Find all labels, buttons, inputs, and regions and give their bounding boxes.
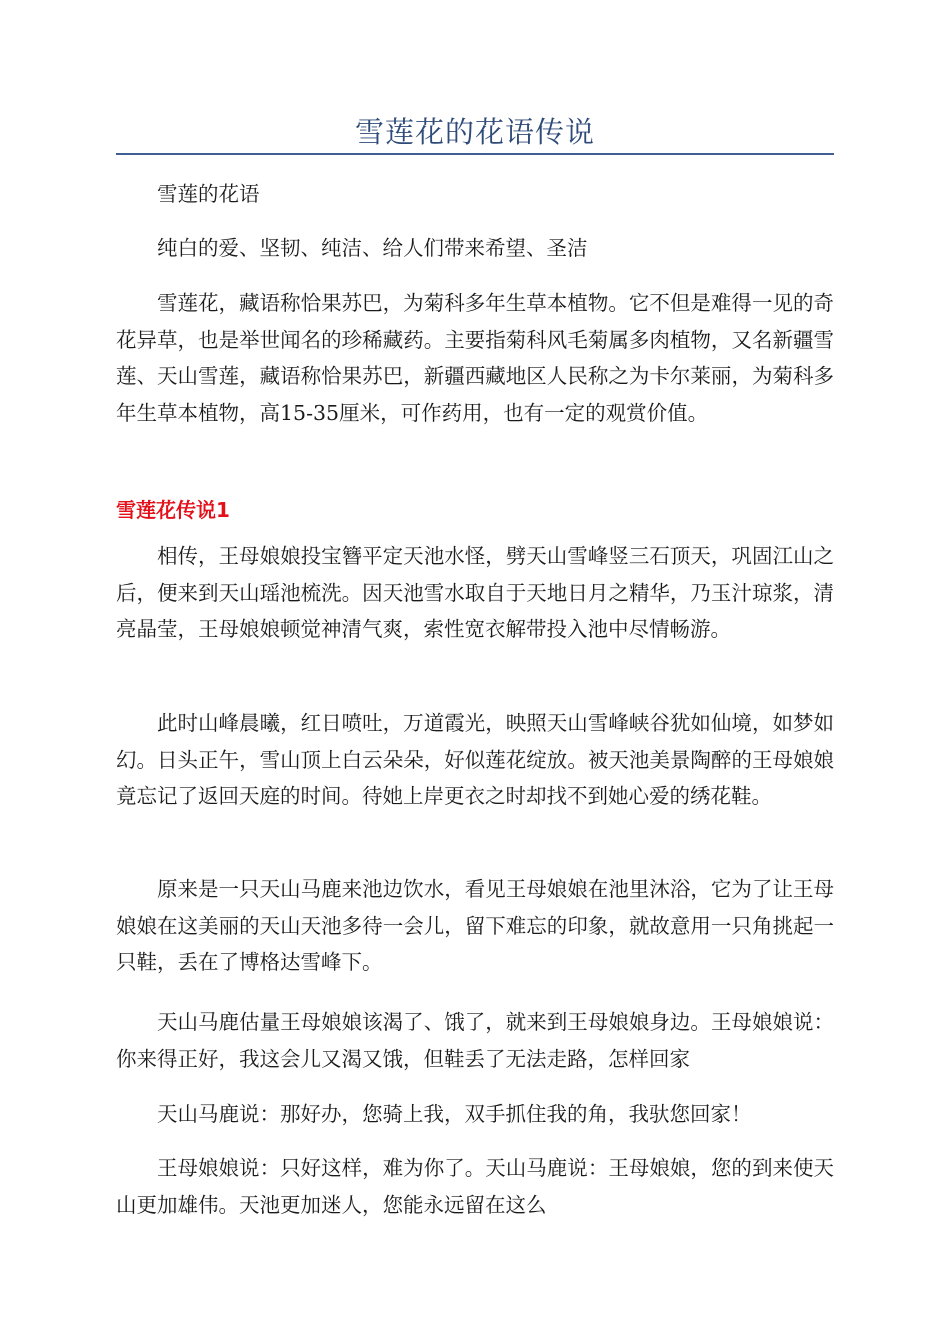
story-paragraph-6: 王母娘娘说：只好这样，难为你了。天山马鹿说：王母娘娘，您的到来使天山更加雄伟。天池更加迷人，您能永远留在这么 — [116, 1156, 834, 1217]
story-paragraph-4: 天山马鹿估量王母娘娘该渴了、饿了，就来到王母娘娘身边。王母娘娘说：你来得正好，我这会儿又渴又饿，但鞋丢了无法走路，怎样回家 — [116, 1010, 834, 1071]
page-title: 雪莲花的花语传说 — [354, 115, 595, 149]
intro-paragraph: 雪莲花，藏语称恰果苏巴，为菊科多年生草本植物。它不但是难得一见的奇花异草，也是举世闻名的珍稀藏药。主要指菊科风毛菊属多肉植物，又名新疆雪莲、天山雪莲，藏语称恰果苏巴，新疆西藏地区人民称之为卡尔莱丽，为菊科多年生草本植物，高15-35厘米，可作药用，也有一定的观赏价值。 — [116, 291, 834, 425]
title-underline — [116, 153, 834, 155]
legend-heading: 雪莲花传说1 — [116, 498, 230, 522]
story-paragraph-2: 此时山峰晨曦，红日喷吐，万道霞光，映照天山雪峰峡谷犹如仙境，如梦如幻。日头正午，雪山顶上白云朵朵，好似莲花绽放。被天池美景陶醉的王母娘娘竟忘记了返回天庭的时间。待她上岸更衣之时却找不到她心爱的绣花鞋。 — [116, 711, 834, 808]
story-paragraph-5: 天山马鹿说：那好办，您骑上我，双手抓住我的角，我驮您回家！ — [157, 1102, 752, 1126]
subtitle: 雪莲的花语 — [157, 182, 260, 206]
flower-language-text: 纯白的爱、坚韧、纯洁、给人们带来希望、圣洁 — [157, 236, 588, 260]
story-paragraph-3: 原来是一只天山马鹿来池边饮水，看见王母娘娘在池里沐浴，它为了让王母娘娘在这美丽的天山天池多待一会儿，留下难忘的印象，就故意用一只角挑起一只鞋，丢在了博格达雪峰下。 — [116, 877, 834, 974]
story-paragraph-1: 相传，王母娘娘投宝簪平定天池水怪，劈天山雪峰竖三石顶天，巩固江山之后，便来到天山瑶池梳洗。因天池雪水取自于天地日月之精华，乃玉汁琼浆，清亮晶莹，王母娘娘顿觉神清气爽，索性宽衣解带投入池中尽情畅游。 — [116, 544, 834, 641]
